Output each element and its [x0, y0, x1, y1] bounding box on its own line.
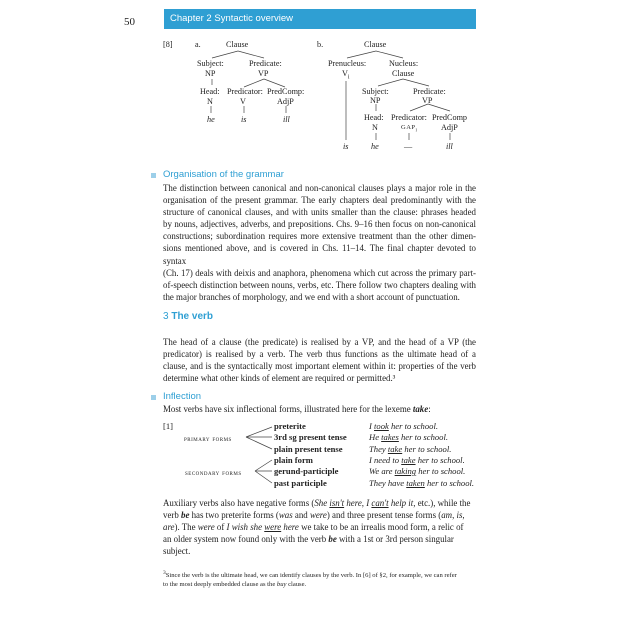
tree-b-vp: VP [422, 96, 433, 105]
aux-line-4: an older system now found only with the verb be with a 1st or 3rd person singular [163, 534, 454, 545]
inflection-example [369, 421, 438, 431]
tree-a-predcomp: PredComp: [267, 87, 305, 96]
example-8-number: [8] [163, 40, 173, 49]
inflection-example-pre: They [369, 444, 388, 454]
chapter-title: The verb [171, 311, 214, 322]
tree-b-predcomp: PredComp [432, 113, 468, 122]
inflection-form-name: past participle [274, 478, 327, 488]
text-line: determine what other kinds of element are required or permitted.³ [163, 373, 396, 384]
inflection-form-name: 3rd sg present tense [274, 432, 347, 442]
auxiliary-paragraph [163, 497, 476, 557]
inflection-intro-end: : [428, 404, 431, 414]
inflection-example-pre: I [369, 421, 375, 431]
tree-a-label: a. [195, 40, 201, 49]
text-line: predicator) is realised by a verb. The verb thus functions as the ultimate head of a [163, 349, 476, 360]
inflection-intro-text: Most verbs have six inflectional forms, illustrated here for the lexeme [163, 404, 413, 414]
inflection-form-name: plain form [274, 455, 313, 465]
tree-a-predicator: Predicator: [227, 87, 263, 96]
inflection-example-post: her to school. [402, 444, 452, 454]
text-line: The distinction between canonical and non-canonical clauses plays a major role in the [163, 183, 476, 193]
inflection-example-post: her to school. [398, 432, 449, 442]
text-line: sions mentioned above, and is covered in Chs. 11–14. The final chapter devoted to syntax [163, 243, 476, 266]
tree-b-clause: Clause [364, 40, 387, 49]
text-line: organisation of the present grammar. The early chapters deal predominantly with the [163, 195, 476, 206]
page-number: 50 [124, 16, 135, 28]
tree-a-np: NP [205, 69, 216, 78]
tree-a-vp: VP [258, 69, 269, 78]
inflection-example [369, 478, 474, 488]
tree-b-nucleus-clause: Clause [392, 69, 415, 78]
tree-b-gap-subscript: i [415, 127, 418, 134]
tree-b-label: b. [317, 40, 324, 49]
inflection-example-pre: They have [369, 478, 407, 488]
inflection-example-post: her to school. [388, 421, 438, 431]
section-heading-inflection: Inflection [163, 391, 202, 402]
tree-a-clause: Clause [226, 40, 249, 49]
footnote [163, 569, 481, 590]
inflection-example-word: took [374, 421, 389, 431]
footnote-marker: 3 [163, 570, 166, 576]
secondary-forms-label: secondary forms [185, 468, 242, 477]
inflection-example [369, 466, 465, 476]
tree-b-predicate: Predicate: [413, 87, 446, 96]
inflection-example-pre: I need to [369, 455, 402, 465]
section-heading-organisation: Organisation of the grammar [163, 169, 284, 180]
tree-b-vi-subscript: i [347, 74, 350, 81]
inflection-form-name: gerund-participle [274, 466, 339, 476]
tree-a-is: is [241, 115, 247, 124]
tree-a-head: Head: [200, 87, 220, 96]
inflection-example-post: her to school. [415, 455, 465, 465]
tree-b-np: NP [370, 96, 381, 105]
tree-b-prenucleus: Prenucleus: [328, 59, 367, 68]
text-line: (Ch. 17) deals with deixis and anaphora, phenomena which cut across the primary part- [163, 267, 476, 278]
text-line: by nouns, adjectives, adverbs, and prepositions. Chs. 9–16 then focus on non-canonical [163, 219, 476, 230]
lexeme-take: take [412, 404, 429, 414]
inflection-example [369, 444, 451, 454]
tree-b-he: he [371, 142, 379, 151]
inflection-example-post: her to school. [424, 478, 475, 488]
tree-a-ill: ill [283, 115, 290, 124]
tree-b-dash: — [404, 142, 413, 151]
tree-a-adjp: AdjP [277, 97, 294, 106]
inflection-example [369, 455, 465, 465]
tree-b-head: Head: [364, 113, 384, 122]
tree-b-adjp: AdjP [441, 123, 458, 132]
text-line: of-speech distinction between nouns, verbs, etc. There follow two chapters dealing with [163, 279, 476, 290]
text-line: constructions; subordination requires more extensive treatment than the other dimen- [163, 231, 476, 242]
aux-line-2: verb be has two preterite forms (was and were) and three present tense forms (am, is, [163, 510, 465, 521]
inflection-example-pre: We are [369, 466, 395, 476]
tree-b-vi: $V_i$ [342, 69, 350, 81]
inflection-example-pre: He [369, 432, 382, 442]
tree-b-is: is [343, 142, 349, 151]
inflection-example-word: take [401, 455, 416, 465]
running-title: Chapter 2 Syntactic overview [170, 13, 294, 24]
inflection-example-word: takes [381, 432, 399, 442]
primary-forms-label: primary forms [184, 434, 232, 443]
inflection-form-name: preterite [274, 421, 306, 431]
example-1-number: [1] [163, 421, 174, 431]
tree-b-predicator: Predicator: [391, 113, 427, 122]
inflection-example-word: taking [394, 466, 417, 476]
tree-a-he: he [207, 115, 215, 124]
chapter-number: 3 [163, 311, 169, 322]
inflection-form-name: plain present tense [274, 444, 343, 454]
footnote-line-2: to the most deeply embedded clause as the buy clause. [163, 580, 307, 588]
tree-b-n: N [372, 123, 378, 132]
tree-b-gap: $GAP_i$ [401, 124, 418, 134]
tree-a-predicate: Predicate: [249, 59, 282, 68]
tree-a-n: N [207, 97, 213, 106]
text-line: the major branches of morphology, and we end with a short account of punctuation. [163, 291, 460, 302]
inflection-example-post: her to school. [416, 466, 466, 476]
text-line: structure of canonical clauses, and with units smaller than the clause: phrases headed [163, 207, 476, 218]
aux-line-3: are). The were of I wish she were here we take to be an irrealis mood form, a relic of [163, 522, 464, 533]
aux-line-1: Auxiliary verbs also have negative forms (She isn't here, I can't help it, etc.), while the [163, 498, 471, 508]
tree-b-ill: ill [446, 142, 453, 151]
inflection-example-word: take [387, 444, 403, 454]
footnote-line-1: $^3$Since the verb is the ultimate head, we can identify clauses by the verb. In [6] of §2, for example, we can refer [163, 570, 457, 580]
tree-a-v: V [240, 97, 246, 106]
tree-a-subject: Subject: [197, 59, 224, 68]
tree-b-subject: Subject: [362, 87, 389, 96]
tree-b-nucleus: Nucleus: [389, 59, 419, 68]
text-line: clause, and is the syntactically most important element within it: properties of the verb [163, 361, 476, 372]
inflection-example [369, 432, 448, 442]
inflection-example-word: taken [406, 478, 425, 488]
aux-line-5: subject. [163, 546, 191, 557]
text-line: The head of a clause (the predicate) is realised by a VP, and the head of a VP (the [163, 337, 476, 347]
